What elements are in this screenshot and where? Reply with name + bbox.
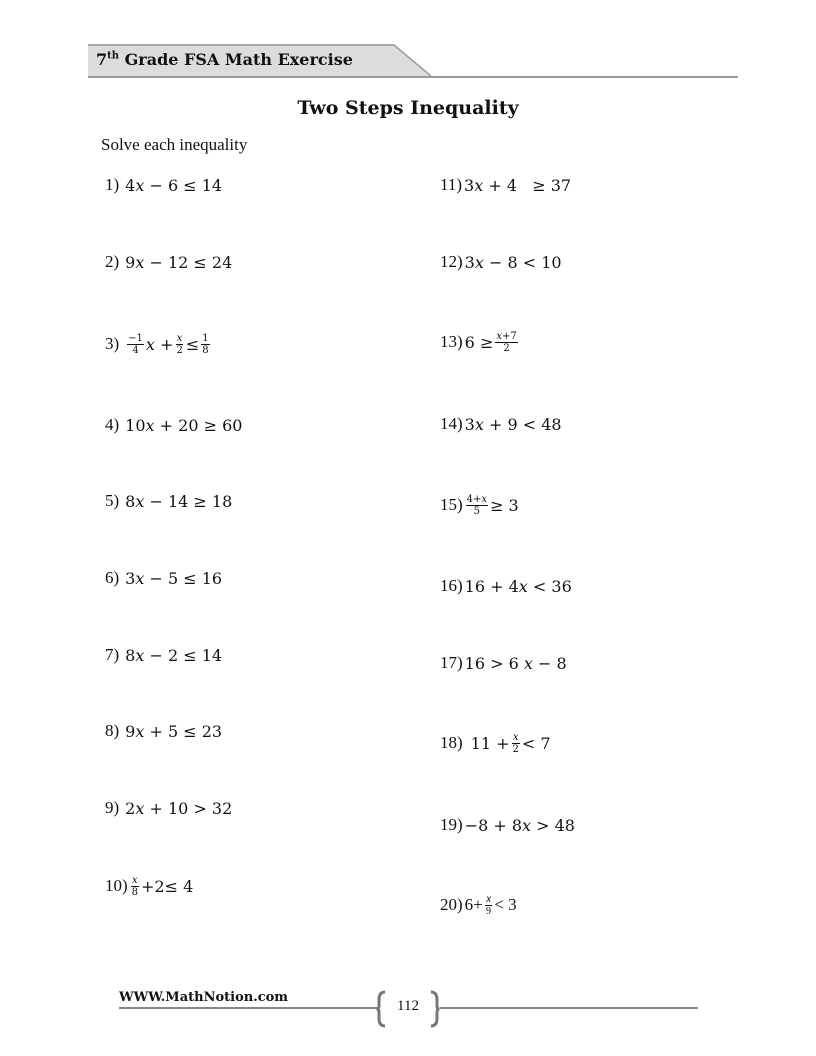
problem-expression: −8 + 8𝑥 > 48 [464, 815, 575, 835]
problem-expression: 9𝑥 + 5 ≤ 23 [125, 721, 223, 741]
problem-1 [105, 165, 222, 205]
header-title: 7th Grade FSA Math Exercise [96, 50, 353, 69]
instructions: Solve each inequality [101, 135, 248, 154]
fraction: $\frac{-1}{4}$ [128, 332, 143, 356]
problem-number: 6) [105, 568, 120, 587]
problem-20 [440, 885, 517, 925]
problem-8 [105, 711, 222, 751]
problem-expression: 2𝑥 + 10 > 32 [125, 798, 233, 818]
problem-expression: $\frac{\text{𝑥}}{8}$ +2≤ 4 [131, 874, 194, 898]
problem-9 [105, 788, 232, 828]
problem-14 [440, 404, 562, 444]
problem-expression: 3𝑥 + 9 < 48 [464, 414, 562, 434]
problem-number: 9) [105, 798, 120, 817]
problem-number: 3) [105, 334, 120, 353]
problem-6 [105, 558, 222, 598]
problem-number: 17) [440, 653, 463, 672]
problem-expression: 9𝑥 − 12 ≤ 24 [125, 252, 233, 272]
problem-expression: 11 + $\frac{\text{𝑥}}{2}$ < 7 [470, 731, 551, 755]
page-number-box [376, 990, 440, 1028]
problem-expression: 3𝑥 − 5 ≤ 16 [125, 568, 223, 588]
problem-3 [105, 324, 212, 364]
problem-expression: 10𝑥 + 20 ≥ 60 [125, 415, 243, 435]
problem-number: 15) [440, 495, 463, 514]
problem-15 [440, 485, 519, 525]
page-title: Two Steps Inequality [297, 97, 519, 119]
problem-expression: 16 > 6 𝑥 − 8 [464, 653, 567, 673]
problem-16 [440, 566, 572, 606]
footer-rule-right [440, 1007, 698, 1009]
problem-expression: 8𝑥 − 2 ≤ 14 [125, 645, 223, 665]
problem-expression: $\frac{-1}{4}$ 𝑥 + $\frac{\text{𝑥}}{2}$ ≤ $\frac{1}{8}$ [128, 332, 209, 356]
fraction: $\frac{\text{𝑥}}{9}$ [485, 893, 492, 917]
problem-number: 18) [440, 733, 463, 752]
problem-number: 12) [440, 252, 463, 271]
problem-number: 2) [105, 252, 120, 271]
problem-11 [440, 165, 571, 205]
problem-2 [105, 242, 232, 282]
fraction: $\frac{\text{𝑥}}{2}$ [176, 332, 183, 356]
problem-12 [440, 242, 562, 282]
problem-7 [105, 635, 222, 675]
problem-10 [105, 866, 193, 906]
problem-expression: 6 ≥ $\frac{\text{𝑥+7}}{2}$ [464, 330, 517, 354]
problem-expression: 3𝑥 − 8 < 10 [464, 252, 562, 272]
fraction: $\frac{\text{4+𝑥}}{5}$ [466, 493, 488, 517]
problem-expression: 3𝑥 + 4 ≥ 37 [464, 175, 572, 195]
problem-number: 8) [105, 721, 120, 740]
problem-number: 11) [440, 175, 463, 194]
problem-expression: $\frac{\text{4+𝑥}}{5}$ ≥ 3 [466, 493, 519, 517]
problem-number: 1) [105, 175, 120, 194]
page-number: 112 [397, 998, 419, 1014]
problem-4 [105, 405, 242, 445]
problem-number: 14) [440, 414, 463, 433]
problem-expression: 4𝑥 − 6 ≤ 14 [125, 175, 223, 195]
header-rule [88, 76, 738, 78]
problem-19 [440, 805, 575, 845]
problem-17 [440, 643, 567, 683]
problem-number: 16) [440, 576, 463, 595]
fraction: $\frac{1}{8}$ [202, 332, 209, 356]
footer-website: WWW.MathNotion.com [119, 990, 289, 1005]
problem-number: 20) [440, 895, 463, 914]
problem-number: 13) [440, 332, 463, 351]
footer-rule-left [119, 1007, 377, 1009]
problem-number: 19) [440, 815, 463, 834]
problem-expression: 6+ $\frac{\text{𝑥}}{9}$ < 3 [464, 893, 517, 917]
problem-13 [440, 322, 520, 362]
problem-number: 4) [105, 415, 120, 434]
fraction: $\frac{\text{𝑥}}{8}$ [131, 874, 139, 898]
problem-number: 7) [105, 645, 120, 664]
problem-number: 10) [105, 876, 128, 895]
fraction: $\frac{\text{𝑥}}{2}$ [512, 731, 519, 755]
problem-expression: 16 + 4𝑥 < 36 [464, 576, 572, 596]
problem-18 [440, 723, 551, 763]
problem-number: 5) [105, 491, 120, 510]
problem-5 [105, 481, 232, 521]
problem-expression: 8𝑥 − 14 ≥ 18 [125, 491, 233, 511]
fraction: $\frac{\text{𝑥+7}}{2}$ [496, 330, 517, 354]
